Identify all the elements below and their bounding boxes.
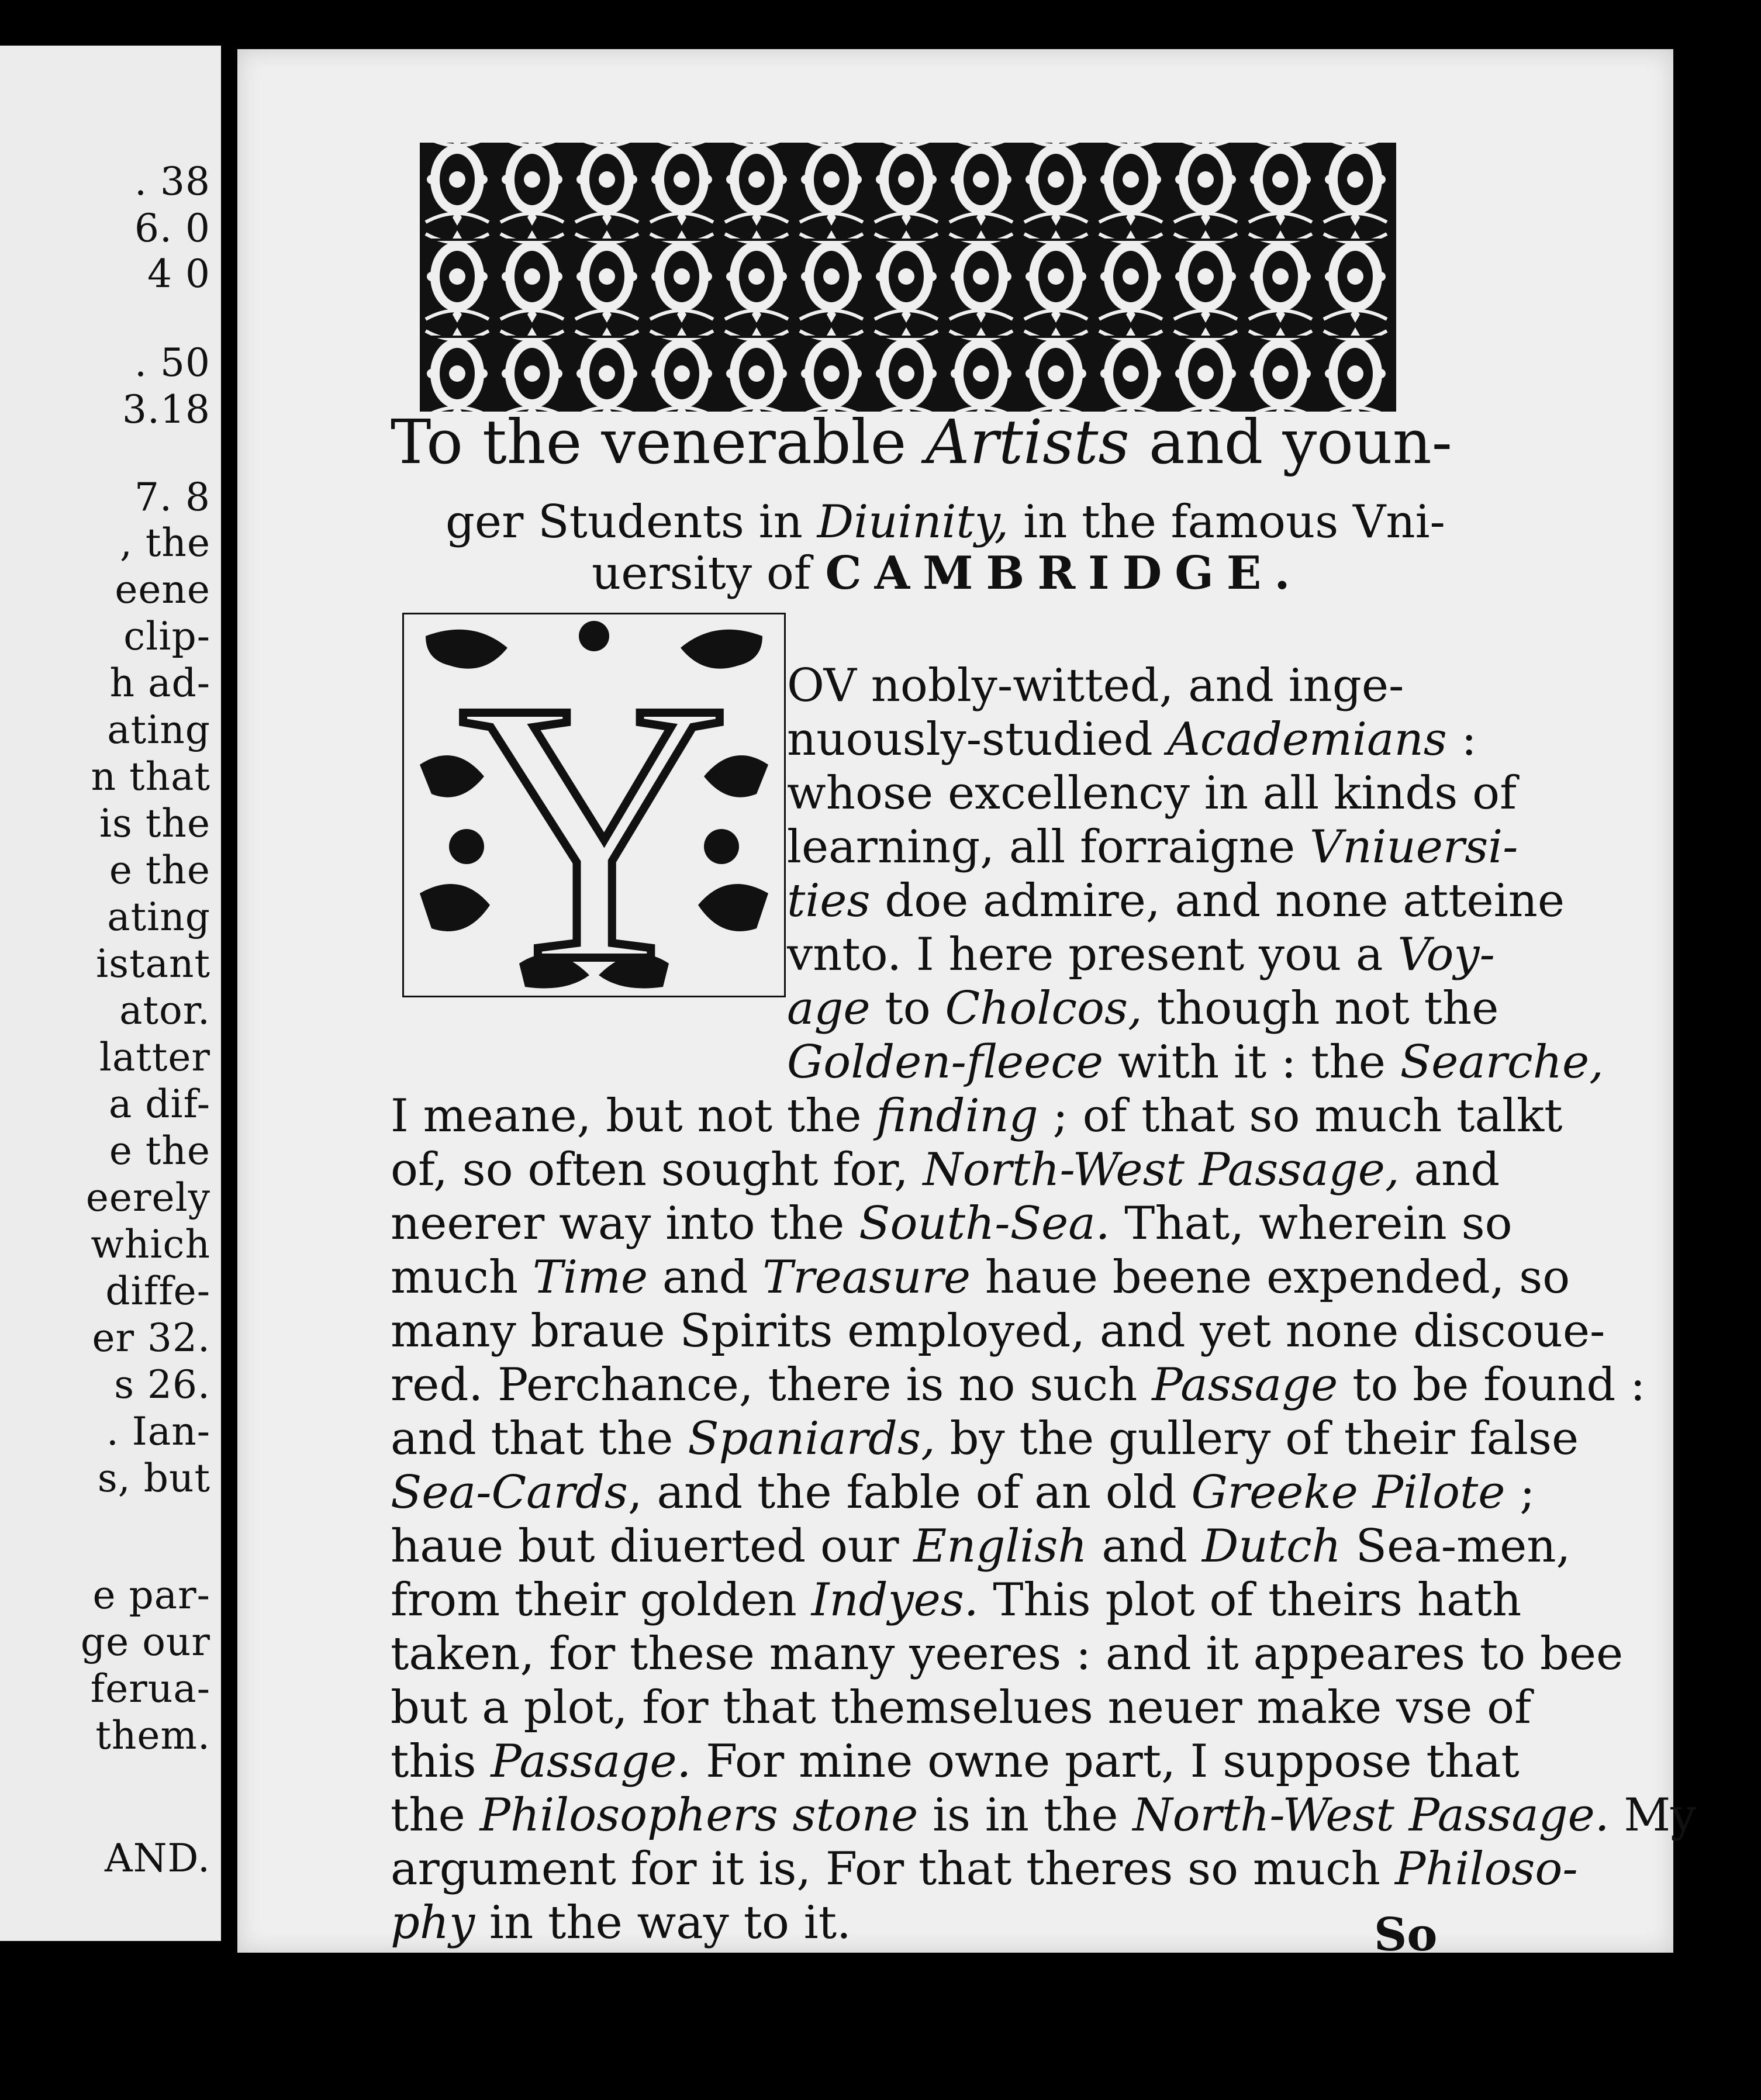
body-text-segment: vnto. I here present you a — [787, 928, 1398, 981]
body-line — [391, 1197, 1513, 1250]
body-line — [787, 1036, 1604, 1089]
body-line — [391, 1789, 1697, 1842]
body-text-segment: by the gullery of their false — [935, 1412, 1579, 1465]
body-line — [391, 1897, 851, 1949]
previous-page-line: eerely — [85, 1175, 210, 1220]
body-text-segment: learning, all forraigne — [787, 821, 1310, 873]
body-text-segment: and — [1087, 1520, 1202, 1573]
book-page — [237, 49, 1697, 1961]
previous-page-line: latter — [99, 1035, 210, 1080]
body-text-segment: haue but diuerted our — [391, 1520, 914, 1573]
body-text-segment: : — [1446, 713, 1477, 766]
body-line — [787, 767, 1517, 820]
body-line — [391, 1359, 1646, 1411]
body-italic-text: Golden-fleece — [787, 1036, 1104, 1089]
body-text-segment: and — [648, 1251, 763, 1304]
previous-page-line: them. — [95, 1713, 210, 1758]
previous-page-fragment — [0, 46, 221, 1941]
body-line — [787, 928, 1495, 981]
dropcap-glyph: Y — [458, 625, 730, 997]
body-text-segment: many braue Spirits employed, and yet none discoue- — [391, 1305, 1605, 1358]
body-text-segment: taken, for these many yeeres : and it appeares to bee — [391, 1628, 1624, 1680]
heading-line-2 — [446, 496, 1445, 548]
body-text-segment: and that the — [391, 1412, 688, 1465]
body-text-segment: ; of that so much talkt — [1038, 1090, 1563, 1142]
heading-line-1 — [391, 406, 1452, 478]
body-text-segment: OV nobly-witted, and inge- — [787, 659, 1404, 712]
body-text-segment: , and the fable of an old — [627, 1466, 1192, 1519]
previous-page-line: s, but — [97, 1456, 210, 1501]
previous-page-line: . Ian- — [106, 1409, 210, 1454]
body-italic-text: English — [913, 1520, 1087, 1573]
previous-page-line: e the — [109, 1128, 210, 1173]
body-text-segment: but a plot, for that themselues neuer make vse of — [391, 1681, 1531, 1734]
body-italic-text: Academians — [1167, 713, 1447, 766]
body-text-segment: haue beene expended, so — [970, 1251, 1570, 1304]
body-italic-text: Philoso- — [1394, 1843, 1578, 1895]
heading-text: ger Students in — [446, 496, 817, 548]
body-line — [391, 1735, 1520, 1788]
heading-text: uersity of — [592, 547, 826, 600]
previous-page-line: eene — [115, 567, 210, 612]
body-line — [391, 1251, 1570, 1304]
previous-page-line: 6. 0 — [134, 206, 210, 251]
body-text-segment: This plot of theirs hath — [978, 1574, 1522, 1626]
body-text-segment: with it : the — [1103, 1036, 1400, 1089]
body-italic-text: Indyes. — [811, 1574, 979, 1626]
previous-page-line: ge our — [80, 1619, 210, 1664]
body-line — [391, 1681, 1531, 1734]
body-italic-text: Vniuersi- — [1310, 821, 1518, 873]
previous-page-line: er 32. — [92, 1315, 210, 1360]
body-text-segment: neerer way into the — [391, 1197, 859, 1250]
body-text-segment: whose excellency in all kinds of — [787, 767, 1517, 820]
body-italic-text: North-West Passage. — [1132, 1789, 1610, 1842]
body-text-segment: Sea-men, — [1341, 1520, 1571, 1573]
previous-page-line: diffe- — [105, 1269, 210, 1314]
body-text-segment: from their golden — [391, 1574, 812, 1626]
heading-text: in the famous Vni- — [1009, 496, 1445, 548]
previous-page-line: e the — [109, 848, 210, 893]
body-text-segment: My — [1609, 1789, 1697, 1842]
previous-page-line: AND. — [105, 1836, 210, 1881]
body-text-segment: the — [391, 1789, 480, 1842]
previous-page-line: which — [91, 1222, 210, 1267]
previous-page-line: ferua- — [90, 1666, 210, 1711]
body-text-segment: For mine owne part, I suppose that — [691, 1735, 1520, 1788]
previous-page-line: 3.18 — [122, 387, 210, 432]
body-italic-text: Dutch — [1201, 1520, 1341, 1573]
body-italic-text: Sea-Cards — [391, 1466, 628, 1519]
previous-page-line: 7. 8 — [134, 475, 210, 520]
heading-italic-artists: Artists — [926, 406, 1130, 478]
previous-page-line: a dif- — [108, 1082, 210, 1127]
previous-page-line: . 50 — [134, 340, 210, 385]
body-line — [391, 1466, 1535, 1519]
body-italic-text: Searche, — [1400, 1036, 1604, 1089]
body-italic-text: Time — [532, 1251, 648, 1304]
body-line — [391, 1412, 1579, 1465]
previous-page-line: s 26. — [114, 1362, 210, 1407]
body-italic-text: ties — [787, 875, 871, 927]
body-italic-text: Greeke Pilote — [1191, 1466, 1506, 1519]
body-text-segment: in the way to it. — [475, 1897, 851, 1949]
body-line — [391, 1520, 1571, 1573]
body-italic-text: Philosophers stone — [479, 1789, 919, 1842]
body-text-segment: doe admire, and none atteine — [870, 875, 1565, 927]
previous-page-line: is the — [99, 801, 210, 846]
body-line — [391, 1843, 1578, 1895]
body-text-segment: much — [391, 1251, 533, 1304]
body-line — [787, 713, 1477, 766]
body-italic-text: phy — [391, 1897, 475, 1949]
body-text-segment: though not the — [1142, 982, 1499, 1035]
body-line — [391, 1574, 1522, 1626]
previous-page-line: e par- — [92, 1573, 210, 1618]
previous-page-line: ating — [107, 894, 210, 940]
body-line — [787, 821, 1518, 873]
previous-page-line: 4 0 — [147, 251, 210, 296]
ornamental-headpiece — [420, 131, 1396, 423]
previous-page-line: istant — [96, 941, 210, 986]
body-line — [787, 659, 1404, 712]
body-text-segment: ; — [1505, 1466, 1535, 1519]
body-text-segment: That, wherein so — [1110, 1197, 1513, 1250]
heading-line-3 — [592, 547, 1303, 600]
body-italic-text: Passage. — [491, 1735, 692, 1788]
previous-page-line: n that — [91, 754, 210, 799]
body-line — [391, 1305, 1605, 1358]
heading-italic-diuinity: Diuinity, — [817, 496, 1009, 548]
previous-page-line: clip- — [123, 614, 210, 659]
body-text-segment: this — [391, 1735, 491, 1788]
catchword: So — [1374, 1908, 1438, 1961]
body-italic-text: Voy- — [1397, 928, 1495, 981]
body-italic-text: age — [787, 982, 871, 1035]
body-italic-text: Cholcos, — [945, 982, 1142, 1035]
dropcap-letter-y — [402, 613, 786, 997]
body-line — [787, 875, 1565, 927]
body-text-segment: argument for it is, For that theres so much — [391, 1843, 1395, 1895]
body-line — [391, 1090, 1563, 1142]
body-text-segment: and — [1399, 1144, 1500, 1196]
body-line — [391, 1144, 1500, 1196]
previous-page-line: ating — [107, 707, 210, 752]
body-italic-text: Spaniards, — [688, 1412, 935, 1465]
heading-text: and youn- — [1129, 406, 1452, 478]
body-text-segment: red. Perchance, there is no such — [391, 1359, 1152, 1411]
heading-text: To the venerable — [391, 406, 926, 478]
body-line — [391, 1628, 1624, 1680]
body-text-segment: to — [870, 982, 945, 1035]
body-italic-text: Treasure — [762, 1251, 971, 1304]
body-text-segment: is in the — [918, 1789, 1133, 1842]
body-italic-text: Passage — [1152, 1359, 1338, 1411]
body-italic-text: South-Sea. — [859, 1197, 1110, 1250]
previous-page-line: h ad- — [109, 661, 210, 706]
heading-cambridge: CAMBRIDGE. — [825, 547, 1303, 600]
previous-page-line: , the — [119, 520, 210, 565]
previous-page-line: ator. — [119, 988, 210, 1033]
body-italic-text: North-West Passage, — [923, 1144, 1400, 1196]
body-text-segment: I meane, but not the — [391, 1090, 876, 1142]
body-text-segment: to be found : — [1338, 1359, 1646, 1411]
body-text-segment: of, so often sought for, — [391, 1144, 923, 1196]
previous-page-line: . 38 — [134, 159, 210, 204]
body-text-segment: nuously-studied — [787, 713, 1168, 766]
body-italic-text: finding — [876, 1090, 1038, 1142]
body-line — [787, 982, 1499, 1035]
